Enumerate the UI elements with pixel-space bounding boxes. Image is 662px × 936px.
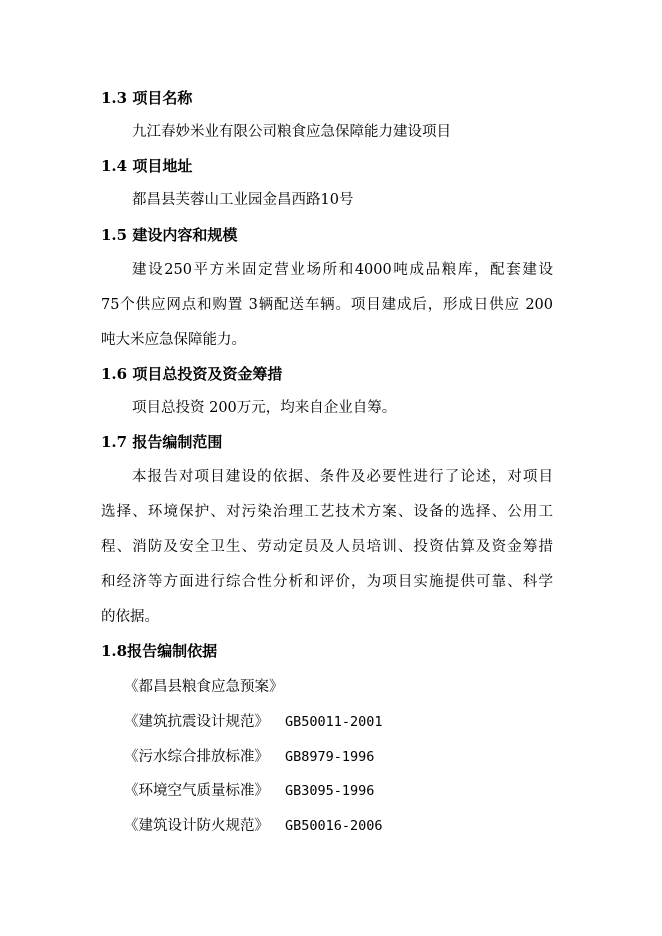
reference-title: 《建筑设计防火规范》 — [124, 818, 269, 834]
paragraph-line: 75个供应网点和购置 3辆配送车辆。项目建成后，形成日供应 200 — [101, 297, 553, 313]
reference-item — [124, 816, 383, 836]
reference-item — [124, 677, 284, 697]
section-heading-1-3: 1.3 项目名称 — [101, 89, 193, 107]
paragraph-line: 程、消防及安全卫生、劳动定员及人员培训、投资估算及资金筹措 — [101, 539, 553, 555]
paragraph-line: 建设250平方米固定营业场所和4000吨成品粮库，配套建设 — [132, 262, 553, 278]
paragraph-line: 本报告对项目建设的依据、条件及必要性进行了论述，对项目 — [132, 469, 553, 485]
reference-code: GB50016-2006 — [285, 818, 383, 834]
section-heading-1-7: 1.7 报告编制范围 — [101, 433, 223, 451]
investment-text: 项目总投资 200万元，均来自企业自筹。 — [132, 400, 397, 416]
reference-item — [124, 747, 374, 767]
reference-title: 《都昌县粮食应急预案》 — [124, 679, 284, 695]
section-heading-1-5: 1.5 建设内容和规模 — [101, 226, 238, 244]
reference-item — [124, 712, 383, 732]
reference-item — [124, 781, 374, 801]
section-heading-1-6: 1.6 项目总投资及资金筹措 — [101, 365, 283, 383]
reference-title: 《环境空气质量标准》 — [124, 783, 269, 799]
reference-title: 《污水综合排放标准》 — [124, 749, 269, 765]
project-address: 都昌县芙蓉山工业园金昌西路10号 — [132, 192, 354, 208]
section-heading-1-8: 1.8报告编制依据 — [101, 642, 218, 660]
reference-title: 《建筑抗震设计规范》 — [124, 714, 269, 730]
project-name: 九江春妙米业有限公司粮食应急保障能力建设项目 — [132, 124, 451, 140]
paragraph-line: 和经济等方面进行综合性分析和评价，为项目实施提供可靠、科学 — [101, 574, 553, 590]
reference-code: GB3095-1996 — [285, 783, 375, 799]
reference-code: GB8979-1996 — [285, 749, 375, 765]
reference-code: GB50011-2001 — [285, 714, 383, 730]
section-heading-1-4: 1.4 项目地址 — [101, 157, 193, 175]
paragraph-line: 选择、环境保护、对污染治理工艺技术方案、设备的选择、公用工 — [101, 504, 553, 520]
paragraph-line: 的依据。 — [101, 609, 159, 625]
paragraph-line: 吨大米应急保障能力。 — [101, 332, 246, 348]
